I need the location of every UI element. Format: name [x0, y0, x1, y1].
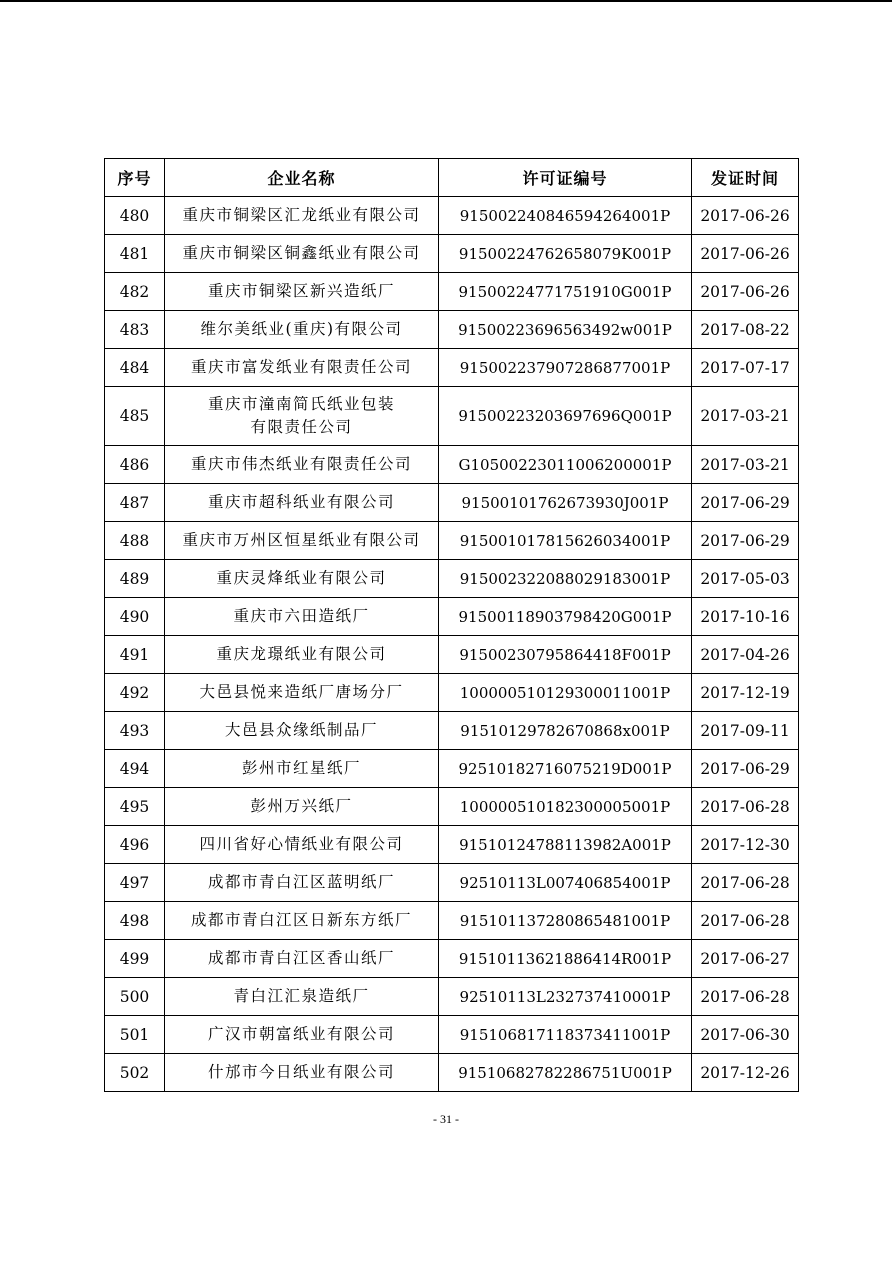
- table-row: [105, 522, 799, 560]
- cell-seq: 495: [105, 788, 165, 826]
- cell-seq: 493: [105, 712, 165, 750]
- cell-seq: 488: [105, 522, 165, 560]
- cell-seq: 497: [105, 864, 165, 902]
- cell-seq: 502: [105, 1054, 165, 1092]
- cell-company: 成都市青白江区蓝明纸厂: [165, 864, 439, 902]
- cell-company: 重庆市富发纸业有限责任公司: [165, 349, 439, 387]
- cell-license: G10500223011006200001P: [439, 446, 692, 484]
- cell-seq: 485: [105, 387, 165, 446]
- table-row: [105, 636, 799, 674]
- cell-date: 2017-06-28: [692, 902, 799, 940]
- table-row: [105, 197, 799, 235]
- cell-seq: 490: [105, 598, 165, 636]
- cell-date: 2017-06-29: [692, 522, 799, 560]
- table-row: [105, 902, 799, 940]
- cell-company: 彭州市红星纸厂: [165, 750, 439, 788]
- cell-company: 四川省好心情纸业有限公司: [165, 826, 439, 864]
- table-row: [105, 750, 799, 788]
- cell-company: 重庆市潼南简氏纸业包装 有限责任公司: [165, 387, 439, 446]
- cell-company: 重庆市六田造纸厂: [165, 598, 439, 636]
- cell-seq: 484: [105, 349, 165, 387]
- cell-seq: 481: [105, 235, 165, 273]
- cell-date: 2017-06-29: [692, 484, 799, 522]
- cell-date: 2017-12-30: [692, 826, 799, 864]
- cell-company: 广汉市朝富纸业有限公司: [165, 1016, 439, 1054]
- cell-date: 2017-06-26: [692, 273, 799, 311]
- table-row: [105, 387, 799, 446]
- cell-company: 重庆市铜梁区铜鑫纸业有限公司: [165, 235, 439, 273]
- cell-license: 91500224762658079K001P: [439, 235, 692, 273]
- cell-license: 915002322088029183001P: [439, 560, 692, 598]
- table-row: [105, 311, 799, 349]
- cell-seq: 482: [105, 273, 165, 311]
- cell-date: 2017-06-26: [692, 197, 799, 235]
- table-row: [105, 235, 799, 273]
- header-seq: 序号: [105, 159, 165, 197]
- cell-date: 2017-06-28: [692, 978, 799, 1016]
- cell-date: 2017-06-28: [692, 864, 799, 902]
- cell-date: 2017-12-19: [692, 674, 799, 712]
- page-number: - 31 -: [433, 1112, 459, 1126]
- table-header-row: [105, 159, 799, 197]
- table-row: [105, 978, 799, 1016]
- cell-date: 2017-12-26: [692, 1054, 799, 1092]
- cell-company: 成都市青白江区香山纸厂: [165, 940, 439, 978]
- cell-date: 2017-06-26: [692, 235, 799, 273]
- cell-seq: 489: [105, 560, 165, 598]
- table-row: [105, 674, 799, 712]
- cell-seq: 491: [105, 636, 165, 674]
- cell-seq: 480: [105, 197, 165, 235]
- cell-license: 100000510182300005001P: [439, 788, 692, 826]
- cell-date: 2017-05-03: [692, 560, 799, 598]
- cell-company: 彭州万兴纸厂: [165, 788, 439, 826]
- cell-license: 92510182716075219D001P: [439, 750, 692, 788]
- header-company: 企业名称: [165, 159, 439, 197]
- cell-company: 大邑县悦来造纸厂唐场分厂: [165, 674, 439, 712]
- cell-license: 91510682782286751U001P: [439, 1054, 692, 1092]
- header-date: 发证时间: [692, 159, 799, 197]
- cell-company: 什邡市今日纸业有限公司: [165, 1054, 439, 1092]
- cell-date: 2017-09-11: [692, 712, 799, 750]
- table-row: [105, 864, 799, 902]
- cell-date: 2017-10-16: [692, 598, 799, 636]
- header-license: 许可证编号: [439, 159, 692, 197]
- table-row: [105, 598, 799, 636]
- cell-license: 915002237907286877001P: [439, 349, 692, 387]
- table-row: [105, 788, 799, 826]
- table-row: [105, 1016, 799, 1054]
- cell-license: 91500230795864418F001P: [439, 636, 692, 674]
- cell-seq: 501: [105, 1016, 165, 1054]
- table-row: [105, 1054, 799, 1092]
- cell-date: 2017-06-29: [692, 750, 799, 788]
- cell-date: 2017-06-30: [692, 1016, 799, 1054]
- cell-date: 2017-03-21: [692, 387, 799, 446]
- cell-date: 2017-08-22: [692, 311, 799, 349]
- cell-seq: 486: [105, 446, 165, 484]
- cell-date: 2017-06-28: [692, 788, 799, 826]
- table-row: [105, 484, 799, 522]
- cell-license: 91510124788113982A001P: [439, 826, 692, 864]
- cell-license: 92510113L007406854001P: [439, 864, 692, 902]
- permit-table: [104, 158, 799, 1092]
- cell-company: 大邑县众缘纸制品厂: [165, 712, 439, 750]
- table-row: [105, 446, 799, 484]
- cell-license: 100000510129300011001P: [439, 674, 692, 712]
- table-row: [105, 940, 799, 978]
- cell-seq: 499: [105, 940, 165, 978]
- cell-license: 91510129782670868x001P: [439, 712, 692, 750]
- cell-seq: 487: [105, 484, 165, 522]
- cell-company: 青白江汇泉造纸厂: [165, 978, 439, 1016]
- cell-company: 重庆市铜梁区新兴造纸厂: [165, 273, 439, 311]
- cell-license: 91500101762673930J001P: [439, 484, 692, 522]
- table-row: [105, 712, 799, 750]
- cell-seq: 496: [105, 826, 165, 864]
- cell-date: 2017-07-17: [692, 349, 799, 387]
- cell-license: 91500223203697696Q001P: [439, 387, 692, 446]
- cell-license: 91500223696563492w001P: [439, 311, 692, 349]
- table-row: [105, 560, 799, 598]
- cell-seq: 492: [105, 674, 165, 712]
- cell-company: 重庆灵烽纸业有限公司: [165, 560, 439, 598]
- cell-company: 重庆市伟杰纸业有限责任公司: [165, 446, 439, 484]
- cell-seq: 498: [105, 902, 165, 940]
- top-border-line: [0, 0, 892, 2]
- table-row: [105, 273, 799, 311]
- cell-seq: 500: [105, 978, 165, 1016]
- cell-license: 915106817118373411001P: [439, 1016, 692, 1054]
- cell-seq: 483: [105, 311, 165, 349]
- cell-company: 重庆市铜梁区汇龙纸业有限公司: [165, 197, 439, 235]
- cell-company: 成都市青白江区日新东方纸厂: [165, 902, 439, 940]
- cell-license: 915001017815626034001P: [439, 522, 692, 560]
- cell-date: 2017-06-27: [692, 940, 799, 978]
- cell-license: 91510113621886414R001P: [439, 940, 692, 978]
- cell-company: 维尔美纸业(重庆)有限公司: [165, 311, 439, 349]
- cell-license: 915101137280865481001P: [439, 902, 692, 940]
- cell-company: 重庆市万州区恒星纸业有限公司: [165, 522, 439, 560]
- cell-seq: 494: [105, 750, 165, 788]
- table-row: [105, 349, 799, 387]
- table-body: [105, 197, 799, 1092]
- cell-license: 92510113L232737410001P: [439, 978, 692, 1016]
- cell-date: 2017-03-21: [692, 446, 799, 484]
- cell-license: 91500118903798420G001P: [439, 598, 692, 636]
- cell-company: 重庆龙璟纸业有限公司: [165, 636, 439, 674]
- cell-company: 重庆市超科纸业有限公司: [165, 484, 439, 522]
- cell-license: 915002240846594264001P: [439, 197, 692, 235]
- cell-license: 91500224771751910G001P: [439, 273, 692, 311]
- table-row: [105, 826, 799, 864]
- cell-date: 2017-04-26: [692, 636, 799, 674]
